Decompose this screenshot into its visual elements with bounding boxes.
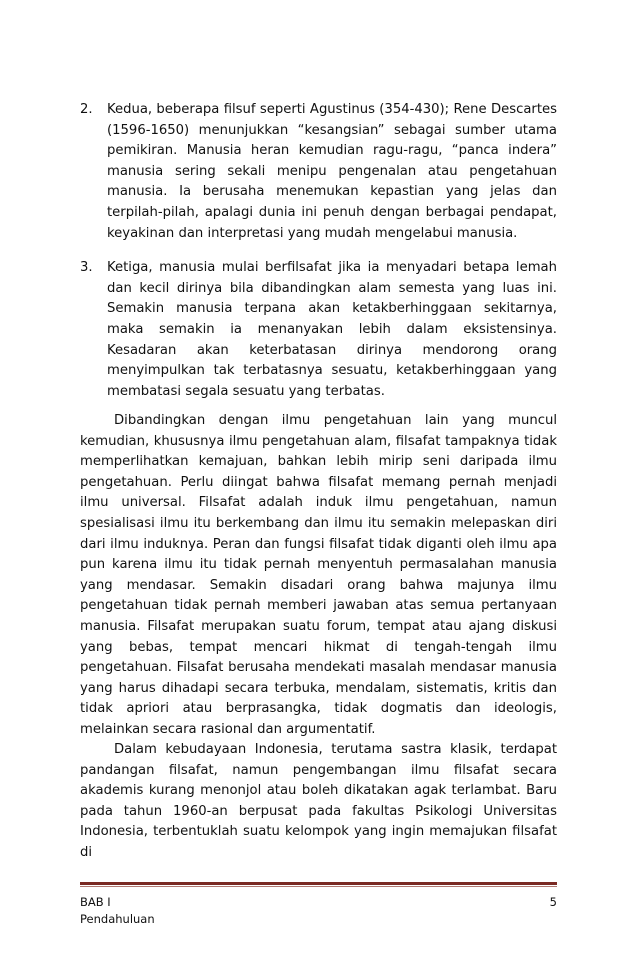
body-paragraph-1: Dibandingkan dengan ilmu pengetahuan lain yang muncul kemudian, khususnya ilmu pengetahuan alam, filsafat tampaknya tidak memperlihatkan kemajuan, bahkan lebih mirip seni daripada ilmu pengetahuan. Perlu diingat bahwa filsafat memang pernah menjadi ilmu universal. Filsafat adalah induk ilmu pengetahuan, namun spesialisasi ilmu itu berkembang dan ilmu itu semakin melepaskan diri dari ilmu induknya. Peran dan fungsi filsafat tidak diganti oleh ilmu apa pun karena ilmu itu tidak pernah menyentuh permasalahan manusia yang mendasar. Semakin disadari orang bahwa majunya ilmu pengetahuan tidak pernah memberi jawaban atas semua pertanyaan manusia. Filsafat merupakan suatu forum, tempat atau ajang diskusi yang bebas, tempat mencari hikmat di tengah-tengah ilmu pengetahuan. Filsafat berusaha mendekati masalah mendasar manusia yang harus dihadapi secara terbuka, mendalam, sistematis, kritis dan tidak apriori atau berprasangka, tidak dogmatis dan ideologis, melainkan secara rasional dan argumentatif. [80,413,557,737]
list-item-text: Ketiga, manusia mulai berfilsafat jika ia menyadari betapa lemah dan kecil dirinya bila dibandingkan alam semesta yang luas ini. Semakin manusia terpana akan ketakberhinggaan sekitarnya, maka semakin ia menanyakan lebih dalam eksistensinya. Kesadaran akan keterbatasan dirinya mendorong orang menyimpulkan tak terbatasnya sesuatu, ketakberhinggaan yang membatasi segala sesuatu yang terbatas. [107,260,557,399]
list-item-number: 2. [80,102,93,117]
page-footer [80,894,557,928]
footer-chapter-block [80,894,155,928]
body-paragraph-2: Dalam kebudayaan Indonesia, terutama sastra klasik, terdapat pandangan filsafat, namun pengembangan ilmu filsafat secara akademis kurang menonjol atau boleh dikatakan agak terlambat. Baru pada tahun 1960-an berpusat pada fakultas Psikologi Universitas Indonesia, terbentuklah suatu kelompok yang ingin memajukan filsafat di [80,742,557,860]
numbered-list [80,100,557,416]
footer-chapter: BAB I [80,895,111,909]
page-number: 5 [549,895,557,909]
list-item-2 [80,100,557,244]
footer-divider-thin [80,886,557,887]
footer-divider [80,882,557,885]
list-item-text: Kedua, beberapa filsuf seperti Agustinus (354-430); Rene Descartes (1596-1650) menunjukkan “kesangsian” sebagai sumber utama pemikiran. Manusia heran kemudian ragu-ragu, “panca indera” manusia sering sekali menipu pengenalan atau pengetahuan manusia. Ia berusaha menemukan kepastian yang jelas dan terpilah-pilah, apalagi dunia ini penuh dengan berbagai pendapat, keyakinan dan interpretasi yang mudah mengelabui manusia. [107,102,557,241]
list-item-number: 3. [80,260,93,276]
footer-chapter-title: Pendahuluan [80,912,155,926]
list-item-3 [80,258,557,402]
